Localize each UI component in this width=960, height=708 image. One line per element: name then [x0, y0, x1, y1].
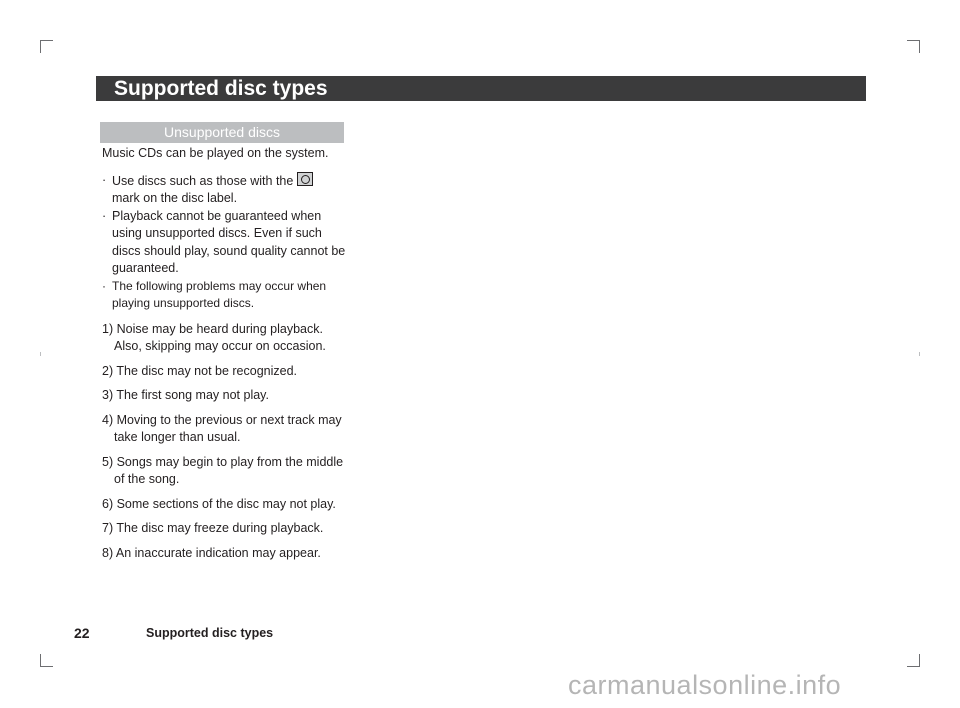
intro-text: Music CDs can be played on the system. [102, 146, 329, 160]
section-header-label: Unsupported discs [164, 124, 280, 140]
crop-mark [919, 40, 920, 53]
page-number: 22 [74, 625, 90, 641]
crop-mark [40, 654, 41, 667]
page-title: Supported disc types [114, 77, 328, 100]
content-column [102, 145, 352, 569]
crop-mark [919, 654, 920, 667]
bullet-item [102, 278, 352, 313]
section-header [100, 122, 344, 143]
problem-item: 1) Noise may be heard during playback. Also, skipping may occur on occasion. [102, 321, 326, 353]
registration-tick [40, 352, 41, 356]
spacer [102, 313, 352, 321]
bullet-text: Use discs such as those with the [112, 173, 294, 188]
bullet-mark: · [102, 278, 106, 293]
bullet-text: The following problems may occur when playing unsupported discs. [112, 278, 327, 310]
problem-item: 7) The disc may freeze during playback. [102, 521, 324, 535]
bullet-mark: · [102, 172, 107, 187]
bullet-text-continued: mark on the disc label. [112, 191, 238, 205]
crop-mark [40, 40, 53, 41]
bullet-item [102, 172, 352, 208]
problem-item: 8) An inaccurate indication may appear. [102, 545, 321, 560]
page-title-bar [96, 76, 866, 101]
problem-item: 2) The disc may not be recognized. [102, 363, 298, 378]
watermark: carmanualsonline.info [568, 670, 842, 700]
registration-tick [919, 352, 920, 356]
footer-title: Supported disc types [146, 626, 274, 640]
problem-item: 4) Moving to the previous or next track may take longer than usual. [102, 412, 342, 444]
bullet-mark: · [102, 208, 107, 223]
bullet-text: Playback cannot be guaranteed when using unsupported discs. Even if such discs should play, sound quality cannot be guaranteed. [112, 208, 346, 275]
problem-item: 3) The first song may not play. [102, 388, 269, 402]
problem-item: 5) Songs may begin to play from the middle of the song. [102, 454, 344, 486]
bullet-item [102, 208, 352, 278]
crop-mark [40, 666, 53, 667]
cd-logo-icon [297, 172, 313, 186]
crop-mark [40, 40, 41, 53]
problem-item: 6) Some sections of the disc may not play. [102, 496, 336, 511]
